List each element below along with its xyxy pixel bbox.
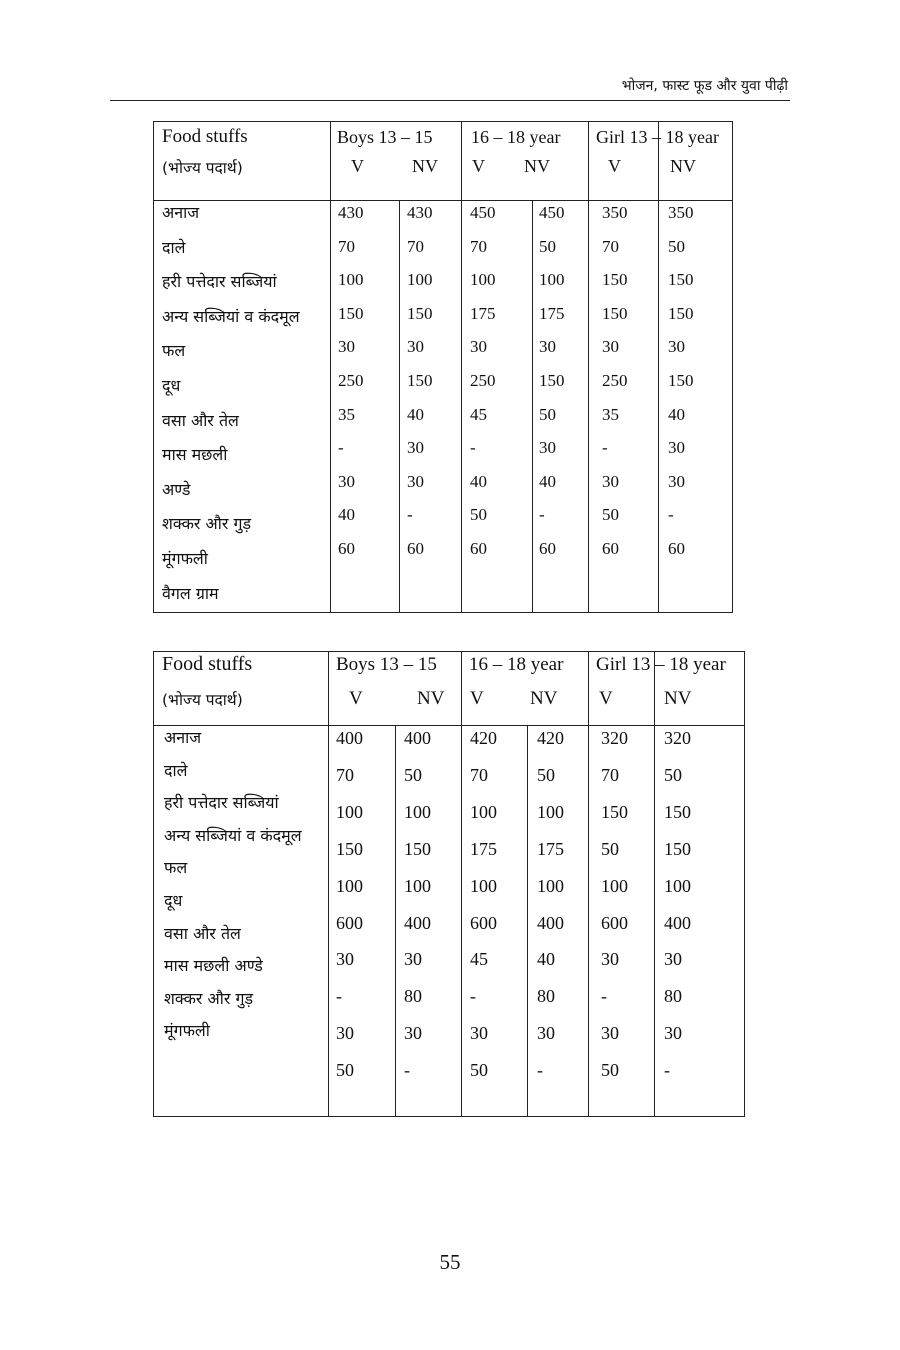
v-column-heading: V bbox=[472, 156, 485, 176]
table-cell-value: 40 bbox=[668, 404, 685, 424]
column-divider bbox=[658, 122, 659, 612]
table-cell-value: 30 bbox=[336, 949, 354, 970]
table-cell-value: 30 bbox=[601, 949, 619, 970]
table-cell-value: 60 bbox=[668, 539, 685, 558]
table-cell-value: 50 bbox=[470, 505, 487, 525]
table-cell-value: - bbox=[539, 505, 545, 525]
table-cell-value: - bbox=[336, 986, 342, 1007]
table-cell-value: 150 bbox=[601, 801, 628, 822]
food-item: शक्कर और गुड़ bbox=[162, 514, 252, 534]
table-cell-value: 150 bbox=[407, 371, 433, 390]
v-column-heading: V bbox=[470, 688, 484, 709]
table-cell-value: 420 bbox=[470, 728, 497, 748]
table-cell-value: 50 bbox=[404, 764, 422, 785]
food-item: मास मछली अण्डे bbox=[164, 956, 263, 976]
table-cell-value: - bbox=[537, 1060, 543, 1081]
table-cell-value: 50 bbox=[601, 838, 619, 859]
table-cell-value: 70 bbox=[470, 236, 487, 256]
header-rule bbox=[110, 100, 790, 101]
table-cell-value: 400 bbox=[404, 912, 431, 933]
table-cell-value: 80 bbox=[537, 986, 555, 1007]
table-cell-value: 100 bbox=[537, 801, 564, 822]
subcolumn-divider bbox=[532, 200, 533, 612]
column-divider bbox=[328, 652, 329, 1116]
column-divider bbox=[588, 652, 589, 1116]
table-cell-value: 30 bbox=[601, 1023, 619, 1044]
table-cell-value: 30 bbox=[338, 471, 355, 491]
table-cell-value: 30 bbox=[602, 471, 619, 491]
v-column-heading: V bbox=[608, 156, 621, 176]
table-cell-value: 50 bbox=[336, 1060, 354, 1081]
v-column-heading: V bbox=[599, 688, 613, 709]
group-heading: 16 – 18 year bbox=[469, 654, 564, 675]
food-item: फल bbox=[164, 858, 188, 878]
table-cell-value: 150 bbox=[602, 270, 628, 290]
table-cell-value: 50 bbox=[470, 1060, 488, 1081]
nutrition-table bbox=[153, 121, 733, 613]
food-item: दूध bbox=[162, 376, 181, 395]
table-cell-value: 70 bbox=[470, 764, 488, 785]
table-cell-value: 35 bbox=[338, 404, 355, 424]
food-item: अन्य सब्जियां व कंदमूल bbox=[164, 825, 302, 845]
table-cell-value: 150 bbox=[336, 838, 363, 859]
table-cell-value: 100 bbox=[470, 270, 496, 290]
table-cell-value: 30 bbox=[668, 337, 685, 357]
table-cell-value: - bbox=[404, 1060, 410, 1081]
table-cell-value: 400 bbox=[537, 912, 564, 933]
table-cell-value: 45 bbox=[470, 404, 487, 424]
table-cell-value: 60 bbox=[407, 539, 424, 558]
table-cell-value: 70 bbox=[336, 764, 354, 785]
food-item: दूध bbox=[164, 891, 183, 910]
column-divider bbox=[461, 652, 462, 1116]
table-cell-value: 320 bbox=[601, 728, 628, 748]
nv-column-heading: NV bbox=[412, 156, 438, 176]
food-item: मास मछली bbox=[162, 445, 228, 465]
v-column-heading: V bbox=[349, 688, 363, 709]
table-cell-value: 100 bbox=[470, 801, 497, 822]
column-divider bbox=[588, 122, 589, 612]
table-cell-value: 40 bbox=[407, 404, 424, 424]
table-cell-value: 150 bbox=[664, 838, 691, 859]
table-cell-value: 100 bbox=[537, 875, 564, 896]
table-header-rule bbox=[154, 200, 732, 201]
subcolumn-divider bbox=[399, 200, 400, 612]
table-cell-value: 150 bbox=[404, 838, 431, 859]
food-item: दाले bbox=[164, 760, 188, 780]
food-item: मूंगफली bbox=[164, 1021, 210, 1041]
table-cell-value: 40 bbox=[537, 949, 555, 970]
table-cell-value: 30 bbox=[404, 1023, 422, 1044]
table-cell-value: 150 bbox=[664, 801, 691, 822]
table-cell-value: 40 bbox=[470, 471, 487, 491]
table-cell-value: 30 bbox=[338, 337, 355, 357]
table-cell-value: 80 bbox=[404, 986, 422, 1007]
table-cell-value: 45 bbox=[470, 949, 488, 970]
table-cell-value: - bbox=[664, 1060, 670, 1081]
table-cell-value: 175 bbox=[470, 838, 497, 859]
table-cell-value: - bbox=[470, 986, 476, 1007]
table-cell-value: 150 bbox=[602, 303, 628, 323]
food-stuffs-hindi-heading: (भोज्य पदार्थ) bbox=[162, 691, 243, 709]
table-cell-value: 30 bbox=[470, 1023, 488, 1044]
table-cell-value: 70 bbox=[338, 236, 355, 256]
table-cell-value: 70 bbox=[407, 236, 424, 256]
table-cell-value: 450 bbox=[539, 203, 565, 222]
table-cell-value: 50 bbox=[537, 764, 555, 785]
table-cell-value: 400 bbox=[404, 728, 431, 748]
table-cell-value: 30 bbox=[407, 337, 424, 357]
table-cell-value: 430 bbox=[338, 203, 364, 222]
food-item: अन्य सब्जियां व कंदमूल bbox=[162, 306, 300, 326]
table-cell-value: 50 bbox=[664, 764, 682, 785]
table-cell-value: 175 bbox=[539, 303, 565, 323]
table-cell-value: 400 bbox=[664, 912, 691, 933]
group-heading: Boys 13 – 15 bbox=[336, 654, 437, 675]
table-cell-value: 50 bbox=[602, 505, 619, 525]
table-cell-value: 600 bbox=[470, 912, 497, 933]
table-cell-value: - bbox=[338, 438, 344, 458]
nv-column-heading: NV bbox=[664, 688, 692, 709]
table-cell-value: 30 bbox=[537, 1023, 555, 1044]
table-cell-value: 100 bbox=[404, 875, 431, 896]
food-item: शक्कर और गुड़ bbox=[164, 988, 254, 1008]
table-cell-value: 600 bbox=[601, 912, 628, 933]
subcolumn-divider bbox=[395, 725, 396, 1116]
running-header: भोजन, फास्ट फूड और युवा पीढ़ी bbox=[621, 78, 788, 94]
table-cell-value: 150 bbox=[668, 371, 694, 390]
table-cell-value: 60 bbox=[470, 539, 487, 558]
nutrition-table bbox=[153, 651, 745, 1117]
table-cell-value: 420 bbox=[537, 728, 564, 748]
group-heading: Boys 13 – 15 bbox=[337, 127, 433, 147]
table-cell-value: 70 bbox=[602, 236, 619, 256]
food-item: फल bbox=[162, 341, 186, 361]
table-cell-value: 70 bbox=[601, 764, 619, 785]
table-cell-value: 350 bbox=[602, 203, 628, 222]
table-cell-value: 30 bbox=[407, 471, 424, 491]
table-cell-value: 100 bbox=[336, 801, 363, 822]
table-cell-value: 450 bbox=[470, 203, 496, 222]
food-item: अण्डे bbox=[162, 479, 191, 499]
food-stuffs-heading: Food stuffs bbox=[162, 126, 248, 147]
table-cell-value: 30 bbox=[539, 337, 556, 357]
group-heading: 16 – 18 year bbox=[471, 127, 561, 147]
table-cell-value: 250 bbox=[602, 371, 628, 390]
food-item: अनाज bbox=[162, 203, 200, 222]
table-cell-value: 150 bbox=[338, 303, 364, 323]
food-item: हरी पत्तेदार सब्जियां bbox=[162, 272, 277, 292]
table-cell-value: 175 bbox=[470, 303, 496, 323]
table-cell-value: 430 bbox=[407, 203, 433, 222]
table-cell-value: 50 bbox=[539, 236, 556, 256]
table-cell-value: 320 bbox=[664, 728, 691, 748]
table-cell-value: 250 bbox=[338, 371, 364, 390]
table-cell-value: 30 bbox=[668, 438, 685, 458]
table-cell-value: 30 bbox=[602, 337, 619, 357]
group-heading: Girl 13 – 18 year bbox=[596, 127, 719, 147]
table-cell-value: 30 bbox=[664, 1023, 682, 1044]
food-item: वैगल ग्राम bbox=[162, 583, 219, 603]
food-item: अनाज bbox=[164, 728, 202, 747]
table-cell-value: - bbox=[470, 438, 476, 458]
nv-column-heading: NV bbox=[417, 688, 445, 709]
table-cell-value: 175 bbox=[537, 838, 564, 859]
page-number: 55 bbox=[439, 1250, 461, 1274]
subcolumn-divider bbox=[527, 725, 528, 1116]
table-cell-value: 350 bbox=[668, 203, 694, 222]
table-cell-value: - bbox=[668, 505, 674, 525]
nv-column-heading: NV bbox=[530, 688, 558, 709]
table-cell-value: 30 bbox=[336, 1023, 354, 1044]
column-divider bbox=[330, 122, 331, 612]
table-cell-value: 30 bbox=[664, 949, 682, 970]
table-cell-value: 35 bbox=[602, 404, 619, 424]
table-cell-value: 100 bbox=[664, 875, 691, 896]
table-cell-value: 150 bbox=[407, 303, 433, 323]
table-cell-value: 150 bbox=[668, 270, 694, 290]
nv-column-heading: NV bbox=[670, 156, 696, 176]
column-divider bbox=[654, 652, 655, 1116]
group-heading: Girl 13 – 18 year bbox=[596, 654, 726, 675]
nv-column-heading: NV bbox=[524, 156, 550, 176]
table-cell-value: 40 bbox=[338, 505, 355, 525]
food-stuffs-heading: Food stuffs bbox=[162, 653, 253, 675]
table-cell-value: 600 bbox=[336, 912, 363, 933]
table-cell-value: 250 bbox=[470, 371, 496, 390]
table-cell-value: 60 bbox=[602, 539, 619, 558]
table-cell-value: 30 bbox=[539, 438, 556, 458]
v-column-heading: V bbox=[351, 156, 364, 176]
table-header-rule bbox=[154, 725, 744, 726]
table-cell-value: 60 bbox=[539, 539, 556, 558]
column-divider bbox=[461, 122, 462, 612]
table-cell-value: 30 bbox=[668, 471, 685, 491]
food-item: वसा और तेल bbox=[162, 410, 239, 430]
table-cell-value: 80 bbox=[664, 986, 682, 1007]
table-cell-value: 100 bbox=[336, 875, 363, 896]
table-cell-value: 40 bbox=[539, 471, 556, 491]
table-cell-value: 50 bbox=[539, 404, 556, 424]
table-cell-value: 30 bbox=[404, 949, 422, 970]
table-cell-value: - bbox=[602, 438, 608, 458]
table-cell-value: 100 bbox=[601, 875, 628, 896]
table-cell-value: 60 bbox=[338, 539, 355, 558]
table-cell-value: 30 bbox=[407, 438, 424, 458]
table-cell-value: 150 bbox=[668, 303, 694, 323]
food-item: दाले bbox=[162, 237, 186, 257]
table-cell-value: 100 bbox=[404, 801, 431, 822]
table-cell-value: 50 bbox=[601, 1060, 619, 1081]
food-item: वसा और तेल bbox=[164, 923, 241, 943]
table-cell-value: 100 bbox=[338, 270, 364, 290]
table-cell-value: 150 bbox=[539, 371, 565, 390]
table-cell-value: 100 bbox=[470, 875, 497, 896]
food-item: मूंगफली bbox=[162, 549, 208, 568]
food-stuffs-hindi-heading: (भोज्य पदार्थ) bbox=[162, 159, 243, 177]
table-cell-value: 100 bbox=[539, 270, 565, 290]
table-cell-value: - bbox=[407, 505, 413, 525]
table-cell-value: 50 bbox=[668, 236, 685, 256]
table-cell-value: 30 bbox=[470, 337, 487, 357]
table-cell-value: 100 bbox=[407, 270, 433, 290]
food-item: हरी पत्तेदार सब्जियां bbox=[164, 793, 279, 813]
table-cell-value: 400 bbox=[336, 728, 363, 748]
table-cell-value: - bbox=[601, 986, 607, 1007]
